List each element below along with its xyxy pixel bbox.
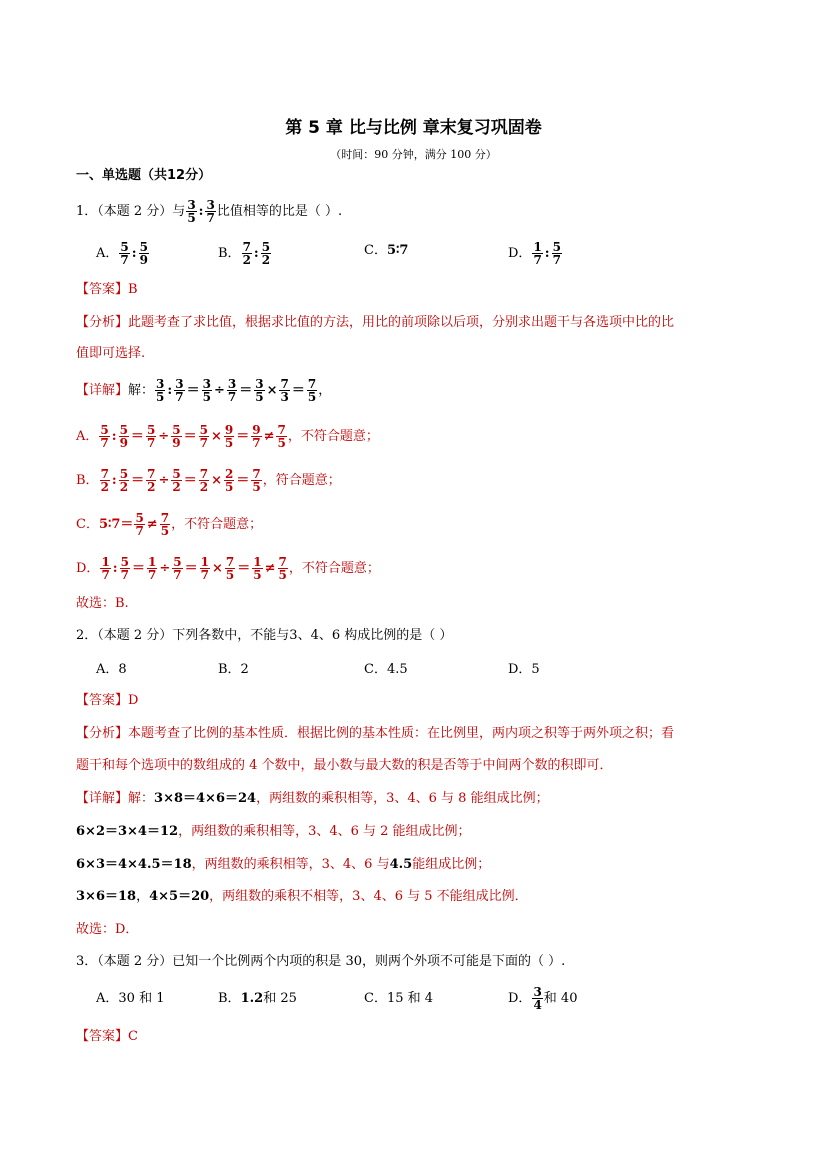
q1-stem-a: 1．（本题 2 分）与 [76,204,186,219]
q2-stem: 2．（本题 2 分）下列各数中，不能与3、4、6 构成比例的是（ ） [76,628,453,643]
q3-stem: 3．（本题 2 分）已知一个比例两个内项的积是 30，则两个外项不可能是下面的（ ）. [76,954,566,969]
q1-detail-a: A． $\frac{5}{7}$ : $\frac{5}{9}$ ＝ $\frac{5}{7}$ ÷ $\frac{5}{9}$ ＝ $\frac{5}{7}$ × $\frac{9}{5}$ ＝ $\frac{9}{7}$ ≠ $\frac{7}{5}$ ，不符合题意； [76,423,379,450]
q1-detail-c: C．5∶7＝ $\frac{5}{7}$ ≠ $\frac{7}{5}$ ，不符合题意； [76,511,263,538]
q3-option-c[interactable]: C．15 和 4 [364,991,434,1006]
page-title: 第 5 章 比与比例 章末复习巩固卷 [285,118,542,138]
q2-detail-line1: 【详解】解：3×8＝4×6＝24，两组数的乘积相等，3、4、6 与 8 能组成比例； [76,791,549,806]
q1-option-a[interactable]: A． $\frac{5}{7}$ : $\frac{5}{9}$ [96,240,148,267]
q1-option-d[interactable]: D． $\frac{1}{7}$ : $\frac{5}{7}$ [508,240,561,267]
q2-detail-line3: 6×3＝4×4.5＝18，两组数的乘积相等，3、4、6 与4.5能组成比例； [76,857,491,872]
q1-stem-frac1: $\frac{3}{5}$ [187,198,196,225]
q1-analysis-line2: 值即可选择. [76,346,146,361]
q1-stem: 1．（本题 2 分）与 $\frac{3}{5}$ : $\frac{3}{7}$ 比值相等的比是（ ）. [76,198,343,225]
q1-stem-frac2: $\frac{3}{7}$ [206,198,215,225]
q1-detail-b: B． $\frac{7}{2}$ : $\frac{5}{2}$ ＝ $\frac{7}{2}$ ÷ $\frac{5}{2}$ ＝ $\frac{7}{2}$ × $\frac{2}{5}$ ＝ $\frac{7}{5}$ ，符合题意； [76,467,341,494]
q2-detail-line2: 6×2＝3×4＝12，两组数的乘积相等，3、4、6 与 2 能组成比例； [76,824,471,839]
q3-answer: 【答案】C [76,1029,138,1044]
q3-option-a[interactable]: A．30 和 1 [96,991,165,1006]
q3-option-b[interactable]: B．1.2和 25 [218,991,297,1006]
q1-option-c[interactable]: C．5∶7 [364,243,409,258]
q2-option-d[interactable]: D．5 [508,662,540,677]
q1-choose: 故选：B. [76,596,129,611]
q2-choose: 故选：D． [76,922,139,937]
q2-analysis-line2: 题干和每个选项中的数组成的 4 个数中，最小数与最大数的积是否等于中间两个数的积即可． [76,758,613,773]
q2-option-a[interactable]: A．8 [96,662,127,677]
q3-option-d[interactable]: D． $\frac{3}{4}$ 和 40 [508,985,578,1012]
page-subtitle: （时间：90 分钟，满分 100 分） [330,148,497,161]
q2-detail-line4: 3×6＝18，4×5＝20，两组数的乘积不相等，3、4、6 与 5 不能组成比例． [76,889,528,904]
q1-stem-b: 比值相等的比是（ ）. [216,204,343,219]
q1-option-b[interactable]: B． $\frac{7}{2}$ : $\frac{5}{2}$ [218,240,271,267]
q1-answer: 【答案】B [76,282,138,297]
q1-detail-line: 【详解】解： $\frac{3}{5}$ : $\frac{3}{7}$ ＝ $\frac{3}{5}$ ÷ $\frac{3}{7}$ ＝ $\frac{3}{5}$ × $\frac{7}{3}$ ＝ $\frac{7}{5}$ ， [76,377,332,404]
q1-detail-d: D． $\frac{1}{7}$ : $\frac{5}{7}$ ＝ $\frac{1}{7}$ ÷ $\frac{5}{7}$ ＝ $\frac{1}{7}$ × $\frac{7}{5}$ ＝ $\frac{1}{5}$ ≠ $\frac{7}{5}$ ，不符合题意； [76,555,380,582]
q2-answer: 【答案】D [76,693,139,708]
q2-option-b[interactable]: B．2 [218,662,249,677]
section-heading: 一、单选题（共12分） [76,168,212,183]
q2-option-c[interactable]: C．4.5 [364,662,408,677]
q2-analysis-line1: 【分析】本题考查了比例的基本性质．根据比例的基本性质：在比例里，两内项之积等于两外项之积；看 [76,726,675,741]
q1-analysis-line1: 【分析】此题考查了求比值，根据求比值的方法，用比的前项除以后项，分别求出题干与各选项中比的比 [76,315,675,330]
